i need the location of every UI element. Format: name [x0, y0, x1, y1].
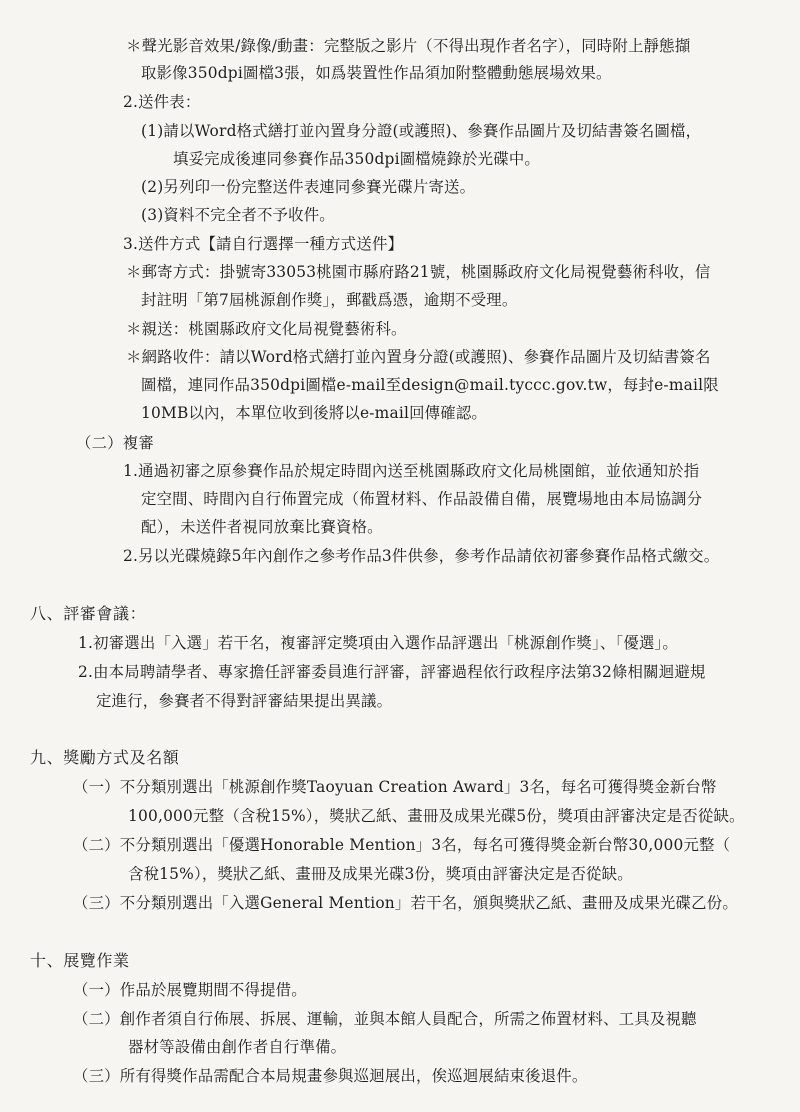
section-8-item-2-line-1: 2.由本局聘請學者、專家擔任評審委員進行評審，評審過程依行政程序法第32條相關迴避規 [78, 663, 706, 681]
av-effects-line-1: ＊聲光影音效果/錄像/動畫：完整版之影片（不得出現作者名字），同時附上靜態擷 [126, 37, 691, 55]
submission-method-title: 3.送件方式【請自行選擇一種方式送件】 [123, 235, 404, 253]
exhibition-item-2-line-2: 器材等設備由創作者自行準備。 [128, 1038, 347, 1056]
award-item-1-line-1: （一）不分類別選出「桃源創作獎Taoyuan Creation Award」3名，每名可獲得獎金新台幣 [73, 778, 717, 796]
online-submission-line-2: 圖檔，連同作品350dpi圖檔e-mail至design@mail.tyccc.gov.tw，每封e-mail限 [141, 376, 719, 394]
second-review-item-2: 2.另以光碟燒錄5年內創作之參考作品3件供參，參考作品請依初審參賽作品格式繳交。 [123, 547, 720, 565]
online-submission-line-3: 10MB以內，本單位收到後將以e-mail回傳確認。 [141, 404, 488, 422]
award-item-2-line-2: 含稅15%），獎狀乙紙、畫冊及成果光碟3份，獎項由評審決定是否從缺。 [128, 865, 633, 883]
second-review-item-1-line-1: 1.通過初審之原參賽作品於規定時間內送至桃園縣政府文化局桃園館，並依通知於指 [123, 462, 700, 480]
exhibition-item-3: （三）所有得獎作品需配合本局規畫參與巡迴展出，俟巡迴展結束後退件。 [73, 1067, 588, 1085]
form-item-1-line-1: (1)請以Word格式繕打並內置身分證(或護照)、參賽作品圖片及切結書簽名圖檔， [141, 122, 702, 140]
online-submission-line-1: ＊網路收件：請以Word格式繕打並內置身分證(或護照)、參賽作品圖片及切結書簽名 [126, 348, 711, 366]
award-item-2-line-1: （二）不分類別選出「優選Honorable Mention」3名，每名可獲得獎金新台幣30,000元整（ [73, 836, 731, 854]
second-review-item-1-line-3: 配），未送件者視同放棄比賽資格。 [141, 518, 383, 536]
submission-form-title: 2.送件表： [123, 93, 201, 111]
in-person-delivery: ＊親送：桃園縣政府文化局視覺藝術科。 [126, 320, 407, 338]
form-item-1-line-2: 填妥完成後連同參賽作品350dpi圖檔燒錄於光碟中。 [173, 150, 541, 168]
mail-method-line-1: ＊郵寄方式：掛號寄33053桃園市縣府路21號，桃園縣政府文化局視覺藝術科收，信 [126, 263, 711, 281]
form-item-2: (2)另列印一份完整送件表連同參賽光碟片寄送。 [141, 178, 476, 196]
second-review-title: （二）複審 [76, 434, 154, 452]
award-item-3: （三）不分類別選出「入選General Mention」若干名，頒與獎狀乙紙、畫冊及成果光碟乙份。 [73, 894, 738, 912]
section-8-title: 八、評審會議： [30, 604, 147, 623]
exhibition-item-2-line-1: （二）創作者須自行佈展、拆展、運輸，並與本館人員配合，所需之佈置材料、工具及視聽 [73, 1010, 697, 1028]
section-8-item-1: 1.初審選出「入選」若干名，複審評定獎項由入選作品評選出「桃源創作獎」、「優選」。 [78, 634, 679, 652]
exhibition-item-1: （一）作品於展覽期間不得提借。 [73, 981, 307, 999]
mail-method-line-2: 封註明「第7屆桃源創作獎」，郵戳爲憑，逾期不受理。 [141, 291, 518, 309]
section-8-item-2-line-2: 定進行，參賽者不得對評審結果提出異議。 [96, 692, 393, 710]
award-item-1-line-2: 100,000元整（含稅15%），獎狀乙紙、畫冊及成果光碟5份，獎項由評審決定是否從缺。 [128, 807, 745, 825]
av-effects-line-2: 取影像350dpi圖檔3張，如爲裝置性作品須加附整體動態展場效果。 [141, 64, 612, 82]
section-10-title: 十、展覽作業 [30, 951, 130, 970]
second-review-item-1-line-2: 定空間、時間內自行佈置完成（佈置材料、作品設備自備，展覽場地由本局協調分 [141, 490, 703, 508]
section-9-title: 九、獎勵方式及名額 [30, 748, 180, 767]
form-item-3: (3)資料不完全者不予收件。 [141, 206, 335, 224]
